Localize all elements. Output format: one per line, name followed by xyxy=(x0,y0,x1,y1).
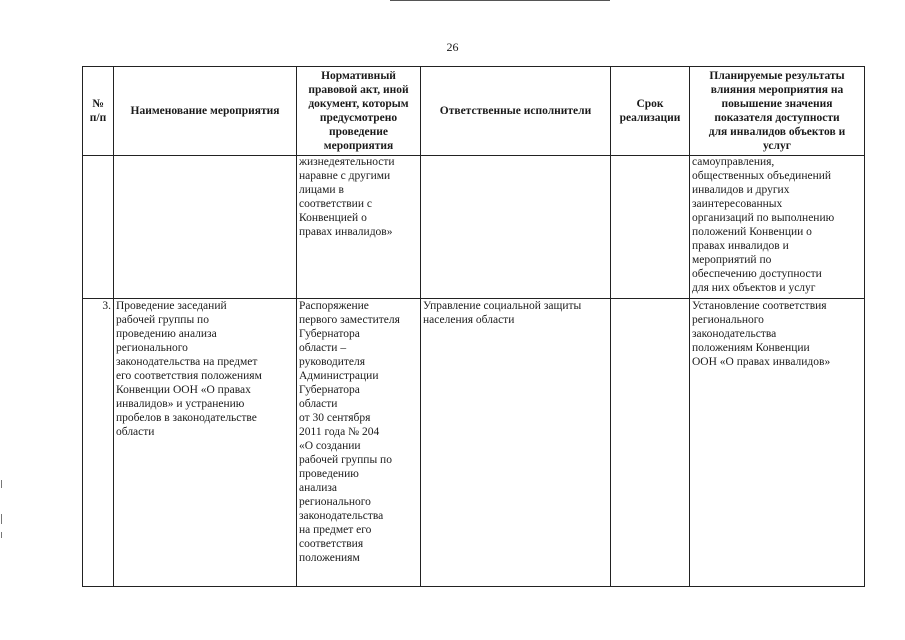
cell-legal-act: жизнедеятельности наравне с другими лицами в соответствии с Конвенцией о правах инвалидов» xyxy=(297,156,421,299)
cell-executors: Управление социальной защиты населения области xyxy=(421,299,611,587)
cell-executors xyxy=(421,156,611,299)
header-term: Срок реализации xyxy=(611,67,690,156)
cell-number xyxy=(83,156,114,299)
scan-edge-marks xyxy=(1,480,3,540)
top-edge-rule xyxy=(390,0,610,1)
cell-measure-name xyxy=(114,156,297,299)
cell-measure-name: Проведение заседаний рабочей группы по проведению анализа регионального законодательства на предмет его соответствия положениям Конвенции ООН «О правах инвалидов» и устранению пробелов в законодательстве области xyxy=(114,299,297,587)
cell-planned-results: Установление соответствия регионального законодательства положениям Конвенции ООН «О правах инвалидов» xyxy=(690,299,865,587)
measures-table xyxy=(82,66,865,587)
cell-term xyxy=(611,156,690,299)
header-planned-results: Планируемые результаты влияния мероприятия на повышение значения показателя доступности для инвалидов объектов и услуг xyxy=(690,67,865,156)
cell-planned-results: самоуправления, общественных объединений инвалидов и других заинтересованных организаций по выполнению положений Конвенции о правах инвалидов и мероприятий по обеспечению доступности для них объектов и услуг xyxy=(690,156,865,299)
table-row xyxy=(83,299,865,587)
header-measure-name: Наименование мероприятия xyxy=(114,67,297,156)
cell-number: 3. xyxy=(83,299,114,587)
header-legal-act: Нормативный правовой акт, иной документ, которым предусмотрено проведение мероприятия xyxy=(297,67,421,156)
cell-legal-act: Распоряжение первого заместителя Губернатора области – руководителя Администрации Губернатора области от 30 сентября 2011 года № 204 «О создании рабочей группы по проведению анализа регионального законодательства на предмет его соответствия положениям xyxy=(297,299,421,587)
table-header-row xyxy=(83,67,865,156)
cell-term xyxy=(611,299,690,587)
page-number: 26 xyxy=(446,40,459,54)
header-number: № п/п xyxy=(83,67,114,156)
header-executors: Ответственные исполнители xyxy=(421,67,611,156)
table-row xyxy=(83,156,865,299)
